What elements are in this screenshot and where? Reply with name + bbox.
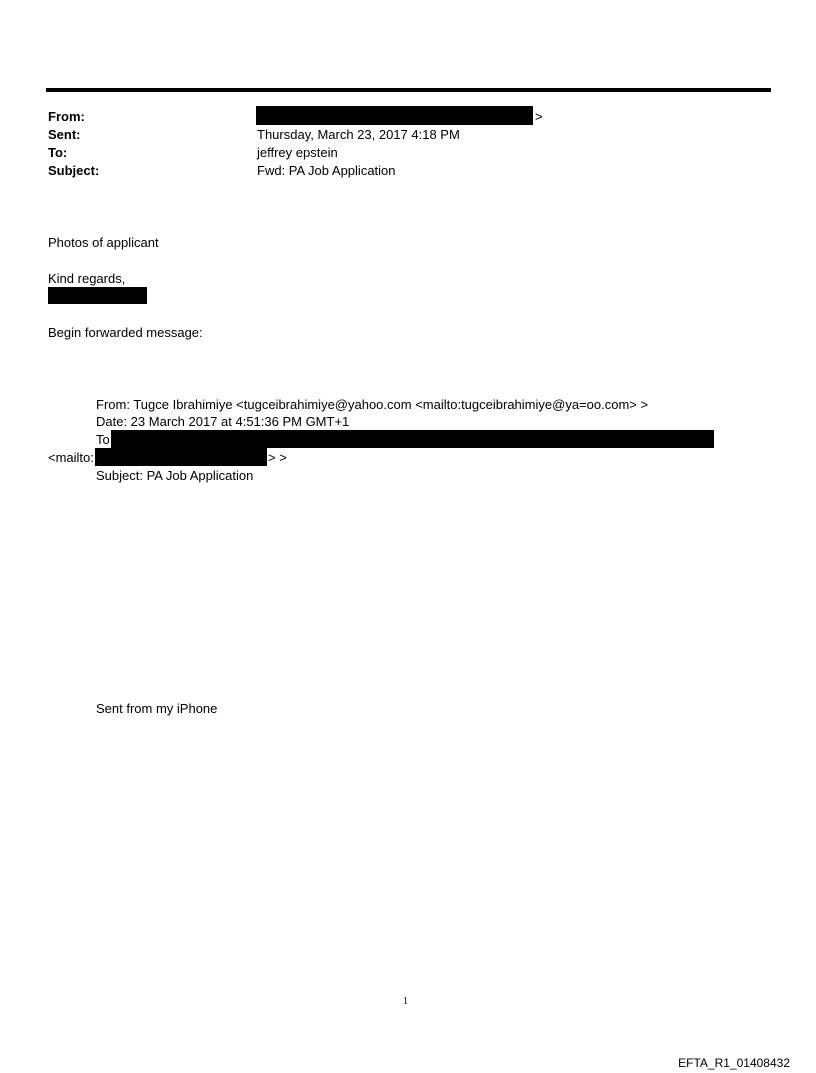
- fwd-from-line: From: Tugce Ibrahimiye <tugceibrahimiye@yahoo.com <mailto:tugceibrahimiye@ya=oo.com> >: [96, 397, 649, 412]
- from-redaction: [256, 106, 533, 125]
- body-line-photos: Photos of applicant: [48, 235, 159, 250]
- sent-label: Sent:: [48, 127, 81, 142]
- from-suffix: >: [535, 109, 543, 124]
- subject-label: Subject:: [48, 163, 100, 178]
- to-label: To:: [48, 145, 68, 160]
- fwd-subject-line: Subject: PA Job Application: [96, 468, 254, 483]
- header-rule: [46, 88, 771, 92]
- sent-value: Thursday, March 23, 2017 4:18 PM: [257, 127, 460, 142]
- fwd-to-label: To: [96, 432, 110, 447]
- body-closing: Kind regards,: [48, 271, 126, 286]
- fwd-signature: Sent from my iPhone: [96, 701, 218, 716]
- document-id: EFTA_R1_01408432: [678, 1056, 790, 1070]
- from-label: From:: [48, 109, 85, 124]
- signature-redaction: [48, 287, 147, 304]
- page-number: 1: [403, 996, 408, 1007]
- subject-value: Fwd: PA Job Application: [257, 163, 396, 178]
- fwd-to-redaction: [111, 430, 714, 448]
- fwd-mailto-suffix: > >: [268, 450, 287, 465]
- to-value: jeffrey epstein: [257, 145, 338, 160]
- fwd-mailto-redaction: [95, 448, 267, 466]
- fwd-date-line: Date: 23 March 2017 at 4:51:36 PM GMT+1: [96, 414, 350, 429]
- fwd-mailto-prefix: <mailto:: [48, 450, 94, 465]
- forward-intro: Begin forwarded message:: [48, 325, 203, 340]
